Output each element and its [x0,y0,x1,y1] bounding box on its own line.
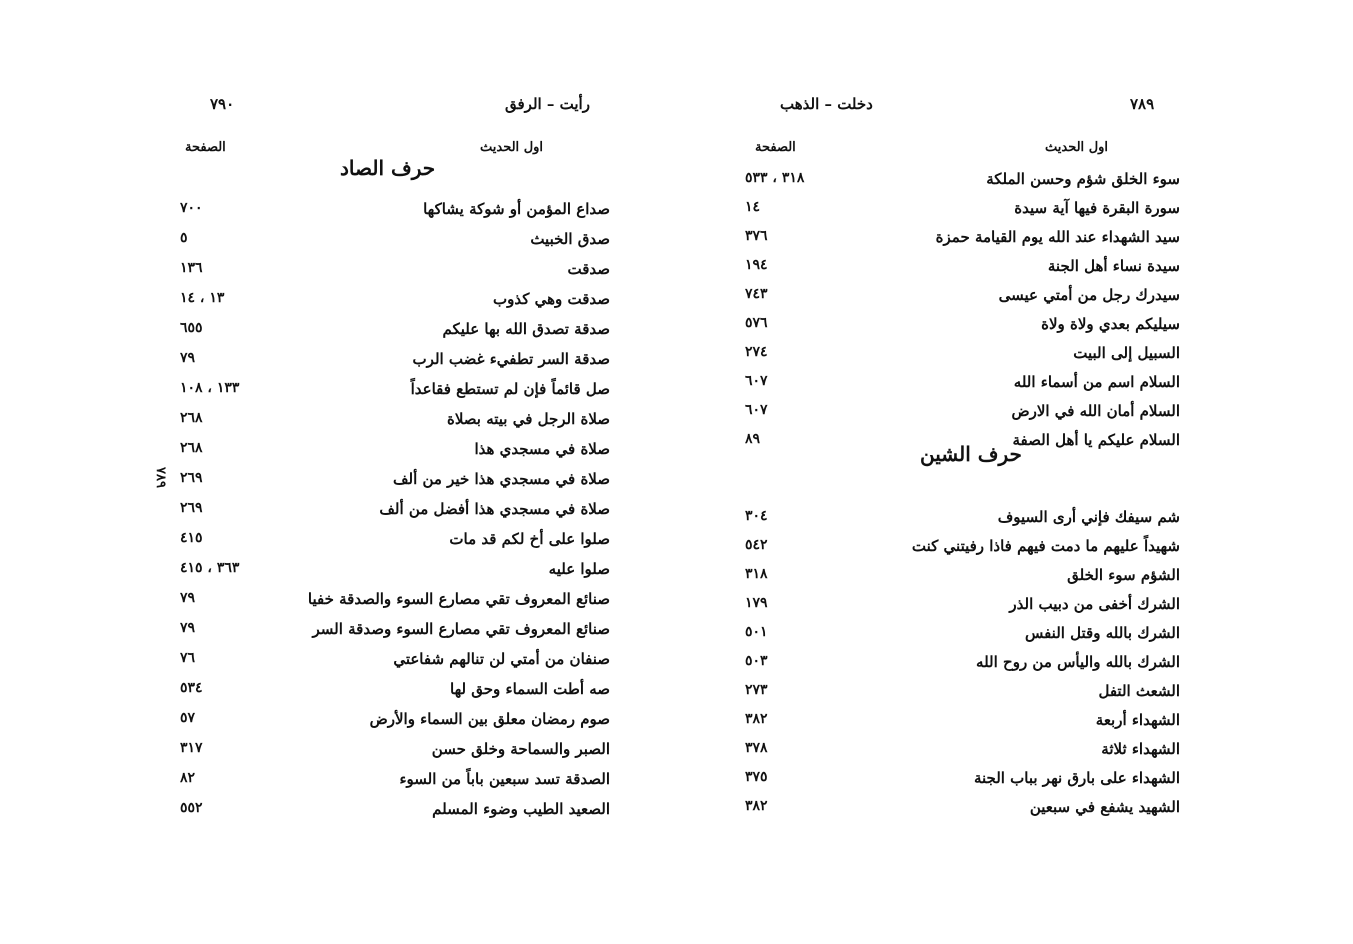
entry-text: السلام عليكم يا أهل الصفة [1012,431,1180,449]
entry-page-number: ٥٠٣ [745,653,768,669]
entry-text: صوم رمضان معلق بين السماء والأرض [369,710,610,728]
entry-text: صداع المؤمن أو شوكة يشاكها [423,200,610,218]
entry-page-number: ٦٠٧ [745,402,768,418]
entry-row [150,380,620,404]
entry-page-number: ١٩٤ [745,257,768,273]
entry-page-number: ٨٩ [745,431,761,447]
entry-page-number: ٥٣٤ [180,680,203,696]
entry-page-number: ٣٧٥ [745,769,768,785]
entry-row [720,286,1190,310]
entry-text: صنفان من أمتي لن تنالهم شفاعتي [393,650,610,668]
margin-page-mark: ٧٨٩ [152,467,168,488]
entry-row [720,344,1190,368]
entry-text: الصدقة تسد سبعين باباً من السوء [399,770,610,788]
left-col-page-header: الصفحة [185,140,226,155]
entry-row [150,260,620,284]
entry-row [720,508,1190,532]
right-section-title: حرف الشين [920,442,1022,466]
left-page [150,0,620,944]
entry-row [720,711,1190,735]
entry-text: صل قائماً فإن لم تستطع فقاعداً [410,380,610,398]
entry-page-number: ٢٧٣ [745,682,768,698]
entry-row [720,566,1190,590]
entry-page-number: ٣٨٢ [745,711,768,727]
entry-text: الشرك بالله واليأس من روح الله [976,653,1180,671]
entry-row [150,650,620,674]
entry-text: الشرك أخفى من دبيب الذر [1009,595,1180,613]
left-page-header [150,95,620,119]
entry-row [720,595,1190,619]
entry-text: صدق الخبيث [530,230,610,248]
entry-row [720,199,1190,223]
entry-row [150,290,620,314]
entry-text: صلاة الرجل في بيته بصلاة [446,410,610,428]
entry-page-number: ٧٠٠ [180,200,203,216]
entry-text: صدقة السر تطفيء غضب الرب [412,350,610,368]
entry-page-number: ٨٢ [180,770,196,786]
entry-row [720,315,1190,339]
entry-page-number: ٣١٨ [745,566,768,582]
entry-row [150,230,620,254]
entry-page-number: ٥٧٦ [745,315,768,331]
entry-text: سيدرك رجل من أمتي عيسى [998,286,1180,304]
right-page [720,0,1190,944]
entry-row [720,402,1190,426]
entry-text: صنائع المعروف تقي مصارع السوء والصدقة خفيا [307,590,610,608]
entry-row [720,228,1190,252]
entry-page-number: ٢٦٨ [180,410,203,426]
entry-text: الشهداء أربعة [1095,711,1180,729]
entry-text: شهيداً عليهم ما دمت فيهم فاذا رفيتني كنت [911,537,1180,555]
entry-page-number: ٧٦ [180,650,196,666]
entry-page-number: ٥٥٢ [180,800,203,816]
entry-page-number: ١٣٣ ، ١٠٨ [180,380,240,396]
entry-row [150,710,620,734]
right-col-hadith-header: اول الحديث [1045,140,1109,155]
entry-page-number: ٣٧٦ [745,228,768,244]
entry-row [150,350,620,374]
entry-row [720,682,1190,706]
entry-page-number: ٦٠٧ [745,373,768,389]
entry-row [720,740,1190,764]
entry-row [150,440,620,464]
right-col-page-header: الصفحة [755,140,796,155]
entry-row [720,373,1190,397]
entry-row [150,500,620,524]
entry-text: الشعث التفل [1098,682,1180,700]
entry-page-number: ٢٧٤ [745,344,768,360]
entry-page-number: ١٧٩ [745,595,768,611]
entry-page-number: ٣٨٢ [745,798,768,814]
entry-page-number: ١٣٦ [180,260,203,276]
entry-row [720,537,1190,561]
entry-text: صلاة في مسجدي هذا [474,440,610,458]
entry-page-number: ٤١٥ [180,530,203,546]
entry-page-number: ٣٧٨ [745,740,768,756]
entry-row [720,769,1190,793]
entry-row [150,590,620,614]
entry-text: الصبر والسماحة وخلق حسن [431,740,610,758]
entry-page-number: ٣١٨ ، ٥٣٣ [745,170,805,186]
left-page-number: ٧٩٠ [210,95,235,113]
entry-text: الشرك بالله وقتل النفس [1024,624,1180,642]
right-running-head: دخلت – الذهب [780,95,873,113]
entry-text: صدقت وهي كذوب [493,290,610,308]
entry-row [720,431,1190,455]
left-col-hadith-header: اول الحديث [480,140,544,155]
entry-text: صلوا عليه [548,560,610,578]
entry-row [720,798,1190,822]
entry-text: سيليكم بعدي ولاة ولاة [1041,315,1180,333]
entry-row [150,740,620,764]
entry-row [150,770,620,794]
entry-page-number: ٥٠١ [745,624,768,640]
right-page-number: ٧٨٩ [1130,95,1155,113]
entry-text: سيد الشهداء عند الله يوم القيامة حمزة [935,228,1180,246]
entry-page-number: ١٣ ، ١٤ [180,290,225,306]
entry-text: شم سيفك فإني أرى السيوف [997,508,1180,526]
entry-page-number: ٦٥٥ [180,320,203,336]
entry-page-number: ٢٦٩ [180,500,203,516]
entry-text: صلاة في مسجدي هذا أفضل من ألف [379,500,610,518]
entry-row [720,653,1190,677]
entry-text: السلام أمان الله في الارض [1011,402,1180,420]
entry-text: السلام اسم من أسماء الله [1013,373,1180,391]
entry-text: الشهيد يشفع في سبعين [1029,798,1180,816]
entry-page-number: ٢٦٨ [180,440,203,456]
entry-text: سوء الخلق شؤم وحسن الملكة [986,170,1180,188]
entry-page-number: ٧٩ [180,350,196,366]
entry-text: الشهداء ثلاثة [1101,740,1180,758]
entry-text: صلوا على أخ لكم قد مات [449,530,610,548]
entry-page-number: ٥ [180,230,188,246]
entry-text: صلاة في مسجدي هذا خير من ألف [392,470,610,488]
entry-text: صه أطت السماء وحق لها [450,680,610,698]
entry-page-number: ٧٩ [180,590,196,606]
entry-page-number: ٣٠٤ [745,508,768,524]
entry-page-number: ١٤ [745,199,761,215]
entry-row [150,530,620,554]
entry-text: سورة البقرة فيها آية سيدة [1014,199,1180,217]
entry-row [150,200,620,224]
entry-page-number: ٧٤٣ [745,286,768,302]
entry-page-number: ٣٦٣ ، ٤١٥ [180,560,240,576]
entry-row [150,680,620,704]
entry-text: صنائع المعروف تقي مصارع السوء وصدقة السر [312,620,610,638]
left-section-title: حرف الصاد [340,156,436,180]
entry-text: السبيل إلى البيت [1073,344,1180,362]
entry-row [720,257,1190,281]
entry-page-number: ٥٤٢ [745,537,768,553]
right-page-header [720,95,1190,119]
entry-row [150,410,620,434]
entry-page-number: ٣١٧ [180,740,203,756]
entry-row [150,320,620,344]
entry-text: الشهداء على بارق نهر بباب الجنة [973,769,1180,787]
entry-text: صدقة تصدق الله بها عليكم [442,320,610,338]
entry-text: سيدة نساء أهل الجنة [1047,257,1180,275]
entry-page-number: ٢٦٩ [180,470,203,486]
entry-row [720,624,1190,648]
entry-row [150,560,620,584]
entry-page-number: ٧٩ [180,620,196,636]
left-running-head: رأيت – الرفق [505,95,590,113]
entry-row [150,470,620,494]
entry-text: الصعيد الطيب وضوء المسلم [432,800,610,818]
entry-page-number: ٥٧ [180,710,196,726]
entry-row [720,170,1190,194]
entry-text: الشؤم سوء الخلق [1067,566,1180,584]
entry-row [150,800,620,824]
entry-text: صدقت [567,260,610,278]
entry-row [150,620,620,644]
